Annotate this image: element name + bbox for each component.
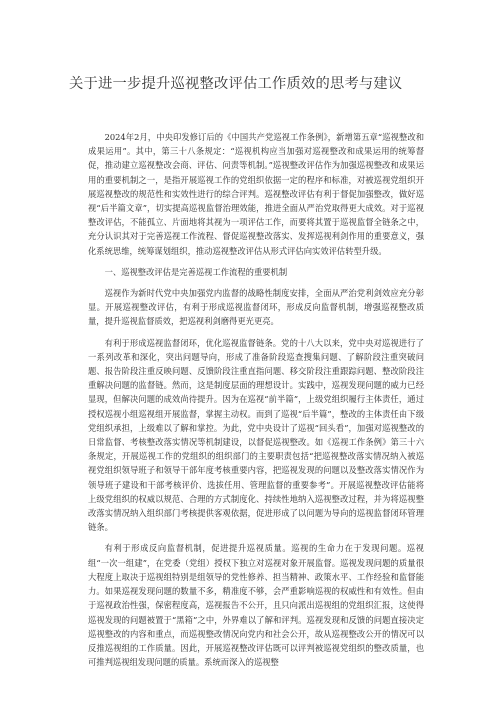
body-paragraph: 有利于形成反向监督机制，促进提升巡视质量。巡视的生命力在于发现问题。巡视组“一次一组建”，在党委（党组）授权下独立对巡视对象开展监督。巡视发现问题的质量很大程度上取决于巡视组特别是组领导的党性修养、担当精神、政策水平、工作经验和监督能力。如果巡视发现问题的数量不多，精准度不够，会严重影响巡视的权威性和有效性。但由于巡视政治性强，保密程度高，巡视报告不公开，且只向派出巡视组的党组织汇报，这使得巡视发现的问题被置于“黑箱”之中，外界难以了解和评判。巡视发现和反馈的问题直接决定巡视整改的内容和重点，而巡视整改情况向党内和社会公开，故从巡视整改公开的情况可以反推巡视组的工作质量。因此，开展巡视整改评估既可以评判被巡视党组织的整改质量，也可推判巡视组发现问题的质量。系统而深入的巡视整: [88, 543, 424, 668]
body-paragraph: 巡视作为新时代党中央加强党内监督的战略性制度安排，全面从严治党利剑效应充分彰显。开展巡视整改评估，有利于形成巡视监督闭环，形成反向监督机制，增强巡视整改质量，提升巡视监督质效，把巡视利剑磨得更光更亮。: [88, 288, 424, 327]
intro-paragraph: 2024年2月，中央印发修订后的《中国共产党巡视工作条例》，新增第五章“巡视整改和成果运用”。其中，第三十八条规定：“巡视机构应当加强对巡视整改和成果运用的统筹督促，推动建立巡视整改会商、评估、问责等机制。”巡视整改评估作为加强巡视整改和成果运用的重要机制之一，是指开展巡视工作的党组织依据一定的程序和标准，对被巡视党组织开展巡视整改的规范性和实效性进行的综合评判。巡视整改评估有利于督促加强整改，做好巡视“后半篇文章”，切实提高巡视监督治理效能，推进全面从严治党取得更大成效。对于巡视整改评估，不能孤立、片面地将其视为一项评估工作，而要将其置于巡视监督全链条之中，充分认识其对于完善巡视工作流程、督促巡视整改落实、发挥巡视利剑作用的重要意义，强化系统思维，统筹谋划组织，推动巡视整改评估从形式评估向实效评估转型升级。: [88, 132, 424, 256]
body-paragraph: 有利于形成巡视监督闭环，优化巡视监督链条。党的十八大以来，党中央对巡视进行了一系列改革和深化，突出问题导向，形成了准备阶段巡查搜集问题、了解阶段注重突破问题、报告阶段注重反映问题、反馈阶段注重直指问题、移交阶段注重跟踪问题、整改阶段注重解决问题的监督链。然而，这是制度层面的理想设计。实践中，巡视发现问题的威力已经显现，但解决问题的成效尚待提升。因为在巡视“前半篇”，上级党组织履行主体责任，通过授权巡视小组巡视组开展监督，掌握主动权。而到了巡视“后半篇”，整改的主体责任由下级党组织承担，上级难以了解和掌控。为此，党中央设计了巡视“回头看”，加强对巡视整改的日常监督、考核整改落实情况等机制建设，以督促巡视整改。如《巡视工作条例》第三十六条规定，开展巡视工作的党组织的组织部门的主要职责包括“把巡视整改落实情况纳入被巡视党组织领导班子和领导干部年度考核重要内容，把巡视发现的问题以及整改落实情况作为领导班子建设和干部考核评价、选拔任用、管理监督的重要参考”。开展巡视整改评估能将上级党组织的权威以规范、合理的方式制度化、持续性地纳入巡视整改过程，并为将巡视整改落实情况纳入组织部门考核提供客观依据，促进形成了以问题为导向的巡视监督闭环管理链条。: [88, 337, 424, 533]
document-title: 关于进一步提升巡视整改评估工作质效的思考与建议: [69, 76, 403, 92]
document-body: [88, 130, 424, 669]
section-heading: 一、巡视整改评估是完善巡视工作流程的重要机制: [104, 266, 288, 277]
